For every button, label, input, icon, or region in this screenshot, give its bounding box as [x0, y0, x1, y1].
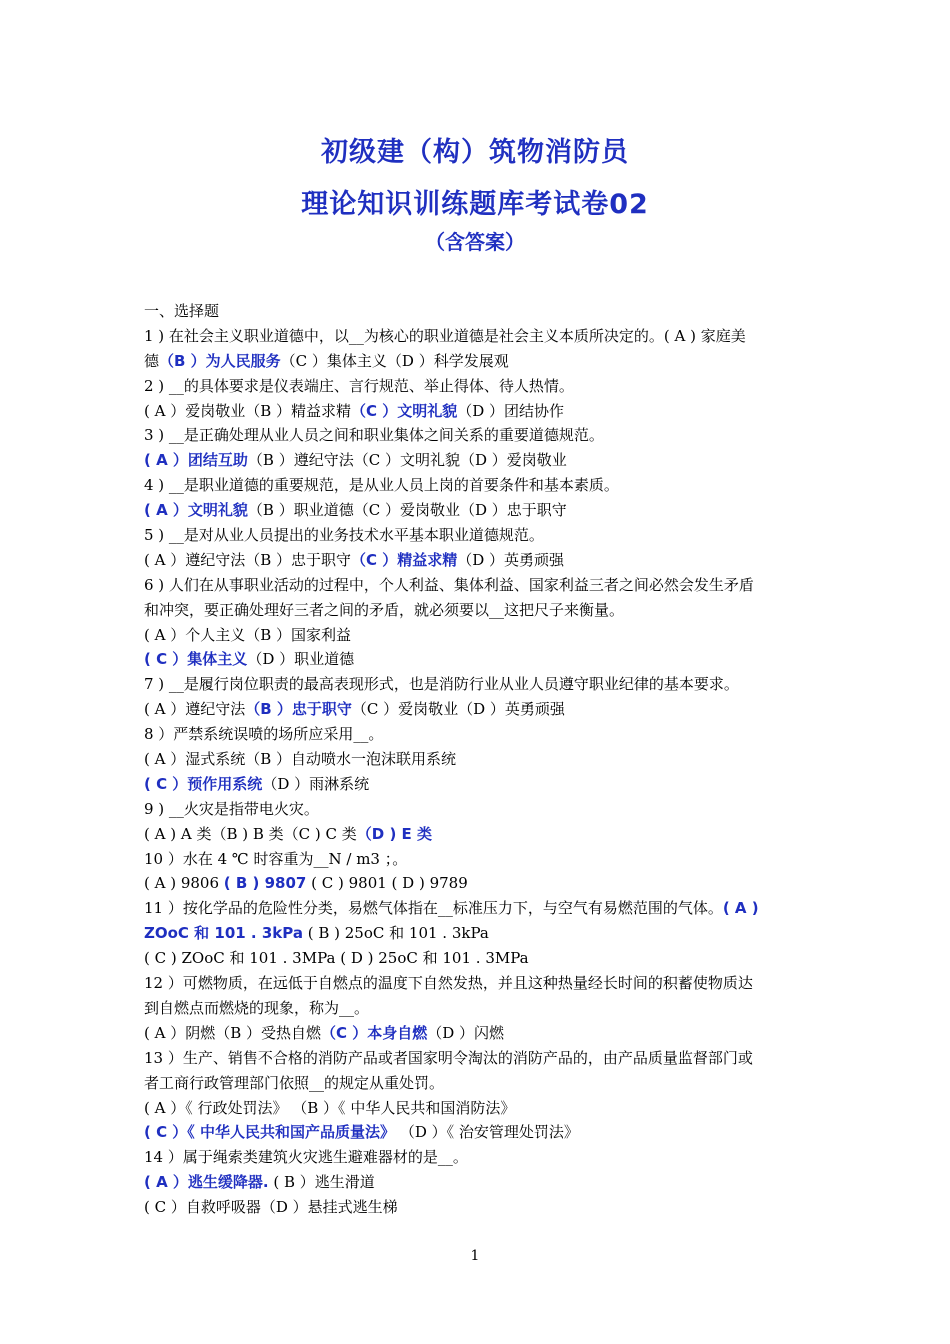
- text-line: [144, 1195, 814, 1220]
- question-text: （D ）职业道德: [247, 650, 355, 669]
- answer-text: （C ）精益求精: [351, 550, 458, 569]
- question-text: 德: [144, 351, 160, 370]
- question-text: ( B ）逃生滑道: [268, 1173, 375, 1192]
- text-line: [144, 996, 814, 1021]
- text-line: [144, 399, 814, 424]
- question-text: ( B ) 25oC 和 101 . 3kPa: [302, 924, 489, 943]
- question-text: 10 ）水在 4 ℃ 时容重为__N / m3 ；。: [144, 849, 408, 868]
- text-line: [144, 473, 814, 498]
- question-text: 3 ) __是正确处理从业人员之间和职业集体之间关系的重要道德规范。: [144, 426, 604, 445]
- text-line: [144, 871, 814, 896]
- answer-text: （B ）为人民服务: [159, 351, 281, 370]
- text-line: [144, 523, 814, 548]
- question-text: ( A ）阴燃（B ）受热自燃: [144, 1023, 322, 1042]
- text-line: [144, 822, 814, 847]
- text-line: [144, 797, 814, 822]
- doc-note: （含答案）: [425, 230, 525, 254]
- question-text: （D ）英勇顽强: [457, 550, 565, 569]
- text-line: [144, 1096, 814, 1121]
- answer-text: ( C ）集体主义: [144, 650, 248, 669]
- text-line: [144, 772, 814, 797]
- question-text: ( C ) ZOoC 和 101 . 3MPa ( D ) 25oC 和 101 . 3MPa: [144, 949, 529, 968]
- text-line: [144, 1046, 814, 1071]
- question-text: 14 ）属于绳索类建筑火灾逃生避难器材的是__。: [144, 1148, 468, 1167]
- answer-text: ( A ）文明礼貌: [144, 501, 248, 520]
- section-heading: 一、选择题: [144, 302, 220, 320]
- text-line: [144, 548, 814, 573]
- question-text: ( A ）遵纪守法（B ）忠于职守: [144, 550, 352, 569]
- text-line: [144, 1170, 814, 1195]
- question-text: （D ）闪燃: [427, 1023, 505, 1042]
- question-text: 13 ）生产、销售不合格的消防产品或者国家明令淘汰的消防产品的，由产品质量监督部门或: [144, 1048, 753, 1067]
- text-line: [144, 722, 814, 747]
- text-line: [144, 921, 814, 946]
- text-line: [144, 374, 814, 399]
- question-text: 2 ) __的具体要求是仪表端庄、言行规范、举止得体、待人热情。: [144, 376, 574, 395]
- answer-text: （C ）文明礼貌: [351, 401, 458, 420]
- text-line: [144, 747, 814, 772]
- text-line: [144, 498, 814, 523]
- question-text: 9 ) __火灾是指带电火灾。: [144, 799, 319, 818]
- text-line: [144, 324, 814, 349]
- question-text: ( A ）爱岗敬业（B ）精益求精: [144, 401, 352, 420]
- text-line: [144, 847, 814, 872]
- text-line: [144, 448, 814, 473]
- text-line: [144, 647, 814, 672]
- question-text: 和冲突，要正确处理好三者之间的矛盾，就必须要以__这把尺子来衡量。: [144, 600, 625, 619]
- question-text: ( A ）《 行政处罚法》 （B ）《 中华人民共和国消防法》: [144, 1098, 516, 1117]
- question-text: ( C ）自救呼吸器（D ）悬挂式逃生梯: [144, 1198, 398, 1217]
- text-line: [144, 598, 814, 623]
- answer-text: ( A ）团结互助: [144, 451, 248, 470]
- text-line: [144, 946, 814, 971]
- question-text: （D ）《 治安管理处罚法》: [395, 1123, 579, 1142]
- question-text: （D ）雨淋系统: [262, 774, 370, 793]
- question-text: （C ）爱岗敬业（D ）英勇顽强: [351, 700, 565, 719]
- question-text: ( A ) A 类（B ) B 类（C ) C 类: [144, 824, 357, 843]
- question-text: ( A ）湿式系统（B ）自动喷水一泡沫联用系统: [144, 750, 457, 769]
- text-line: [144, 623, 814, 648]
- text-line: [144, 1145, 814, 1170]
- question-text: ( A ）遵纪守法: [144, 700, 246, 719]
- answer-text: （C ）本身自燃: [321, 1023, 428, 1042]
- doc-title: 初级建（构）筑物消防员: [321, 137, 629, 168]
- question-text: （D ）团结协作: [457, 401, 565, 420]
- answer-text: ( B ) 9807: [223, 874, 307, 893]
- question-text: （B ）遵纪守法（C ）文明礼貌（D ）爱岗敬业: [247, 451, 567, 470]
- question-text: 5 ) __是对从业人员提出的业务技术水平基本职业道德规范。: [144, 526, 544, 545]
- text-line: [144, 1120, 814, 1145]
- text-line: [144, 697, 814, 722]
- page-number: 1: [470, 1248, 480, 1264]
- question-text: 者工商行政管理部门依照__的规定从重处罚。: [144, 1073, 445, 1092]
- question-text: 4 ) __是职业道德的重要规范，是从业人员上岗的首要条件和基本素质。: [144, 476, 619, 495]
- question-text: ( C ) 9801 ( D ) 9789: [306, 874, 468, 893]
- question-text: 8 ）严禁系统误喷的场所应采用__。: [144, 725, 384, 744]
- question-text: （C ）集体主义（D ）科学发展观: [280, 351, 509, 370]
- text-line: [144, 896, 814, 921]
- answer-text: （D ) E 类: [356, 824, 432, 843]
- text-line: [144, 573, 814, 598]
- question-text: ( A ) 9806: [144, 874, 224, 893]
- question-text: 6 ) 人们在从事职业活动的过程中，个人利益、集体利益、国家利益三者之间必然会发生矛盾: [144, 575, 754, 594]
- question-body: [144, 299, 814, 1220]
- question-text: 12 ）可燃物质，在远低于自燃点的温度下自然发热，并且这种热量经长时间的积蓄使物质达: [144, 974, 753, 993]
- question-text: 1 ) 在社会主义职业道德中，以__为核心的职业道德是社会主义本质所决定的。( A ) 家庭美: [144, 326, 746, 345]
- text-line: [144, 423, 814, 448]
- doc-subtitle: 理论知识训练题库考试卷02: [301, 189, 649, 220]
- answer-text: ( A ）逃生缓降器.: [144, 1173, 269, 1192]
- text-line: [144, 349, 814, 374]
- text-line: [144, 971, 814, 996]
- answer-text: ( C ）《 中华人民共和国产品质量法》: [144, 1123, 396, 1142]
- answer-text: （B ）忠于职守: [245, 700, 352, 719]
- answer-text: ( C ）预作用系统: [144, 774, 263, 793]
- question-text: 7 ) __是履行岗位职责的最高表现形式，也是消防行业从业人员遵守职业纪律的基本要求。: [144, 675, 739, 694]
- text-line: [144, 672, 814, 697]
- answer-text: ( A ): [722, 899, 759, 918]
- text-line: [144, 1021, 814, 1046]
- answer-text: ZOoC 和 101 . 3kPa: [144, 924, 303, 943]
- question-text: 到自燃点而燃烧的现象，称为__。: [144, 998, 370, 1017]
- text-line: [144, 1071, 814, 1096]
- question-text: 11 ）按化学品的危险性分类，易燃气体指在__标准压力下，与空气有易燃范围的气体。: [144, 899, 723, 918]
- question-text: ( A ）个人主义（B ）国家利益: [144, 625, 352, 644]
- question-text: （B ）职业道德（C ）爱岗敬业（D ）忠于职守: [247, 501, 567, 520]
